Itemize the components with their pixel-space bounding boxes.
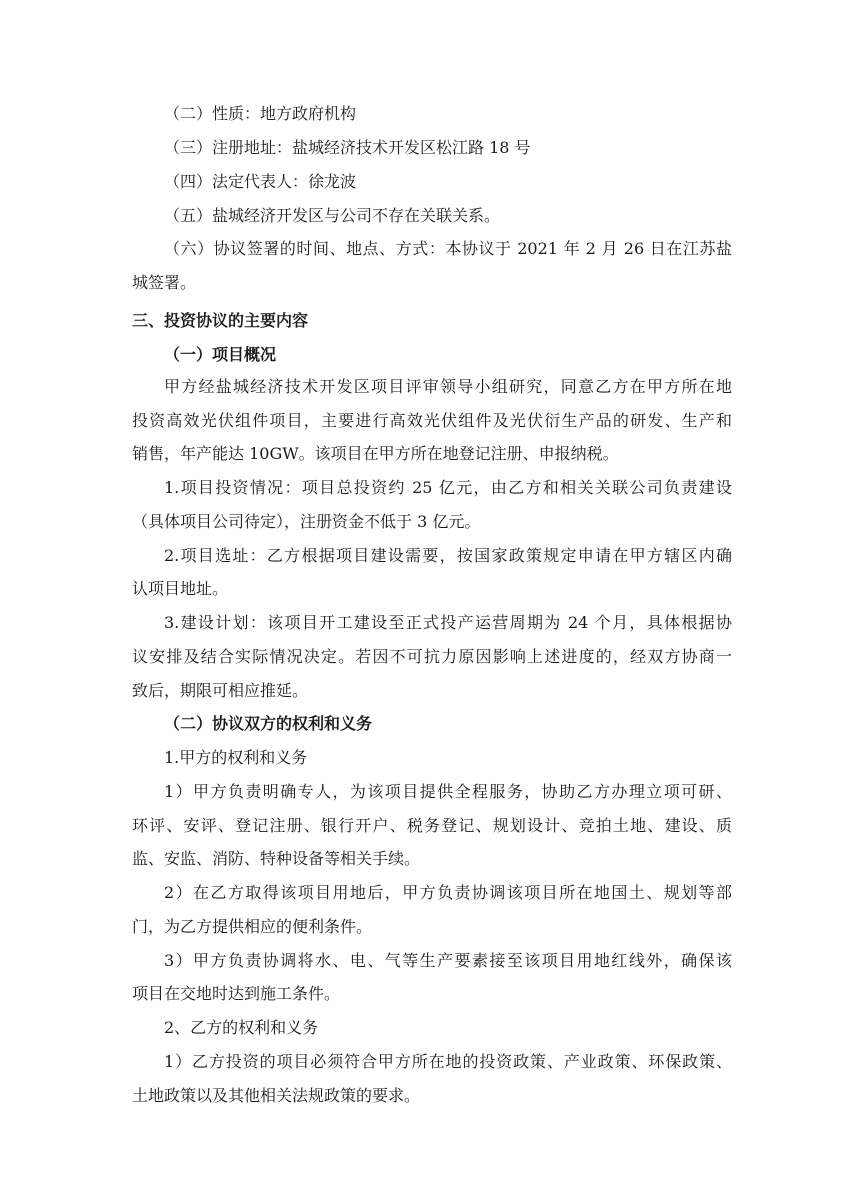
paragraph-overview-line-3: 销售，年产能达 10GW。该项目在甲方所在地登记注册、申报纳税。 [132, 444, 619, 463]
paragraph-legal-representative: （四）法定代表人：徐龙波 [164, 172, 357, 191]
paragraph-plan-line-2: 议安排及结合实际情况决定。若因不可抗力原因影响上述进度的，经双方协商一 [132, 647, 732, 666]
paragraph-site-line-1: 2.项目选址：乙方根据项目建设需要，按国家政策规定申请在甲方辖区内确 [164, 546, 732, 565]
paragraph-overview-line-1: 甲方经盐城经济技术开发区项目评审领导小组研究，同意乙方在甲方所在地 [164, 377, 732, 396]
paragraph-plan-line-3: 致后，期限可相应推延。 [132, 681, 309, 700]
paragraph-party-b-1-line-1: 1）乙方投资的项目必须符合甲方所在地的投资政策、产业政策、环保政策、 [164, 1052, 732, 1071]
paragraph-party-a-1-line-1: 1）甲方负责明确专人，为该项目提供全程服务，协助乙方办理立项可研、 [164, 782, 732, 801]
paragraph-plan-line-1: 3.建设计划：该项目开工建设至正式投产运营周期为 24 个月，具体根据协 [164, 613, 732, 632]
paragraph-relationship: （五）盐城经济开发区与公司不存在关联关系。 [164, 206, 501, 225]
paragraph-signing-line-1: （六）协议签署的时间、地点、方式：本协议于 2021 年 2 月 26 日在江苏盐 [164, 239, 732, 258]
paragraph-investment-line-1: 1.项目投资情况：项目总投资约 25 亿元，由乙方和相关关联公司负责建设 [164, 478, 732, 497]
paragraph-investment-line-2: （具体项目公司待定），注册资金不低于 3 亿元。 [132, 512, 481, 531]
paragraph-party-b-1-line-2: 土地政策以及其他相关法规政策的要求。 [132, 1086, 421, 1105]
paragraph-party-a-1-line-2: 环评、安评、登记注册、银行开户、税务登记、规划设计、竞拍土地、建设、质 [132, 816, 732, 835]
paragraph-registered-address: （三）注册地址：盐城经济技术开发区松江路 18 号 [164, 138, 531, 157]
paragraph-site-line-2: 认项目地址。 [132, 579, 229, 598]
subsection-heading-overview: （一）项目概况 [164, 345, 277, 364]
section-heading-agreement: 三、投资协议的主要内容 [132, 311, 309, 330]
paragraph-party-a-title: 1.甲方的权利和义务 [164, 748, 308, 767]
paragraph-overview-line-2: 投资高效光伏组件项目，主要进行高效光伏组件及光伏衍生产品的研发、生产和 [132, 411, 732, 430]
subsection-heading-rights: （二）协议双方的权利和义务 [164, 714, 373, 733]
paragraph-nature: （二）性质：地方政府机构 [164, 104, 357, 123]
paragraph-party-a-3-line-2: 项目在交地时达到施工条件。 [132, 984, 341, 1003]
paragraph-party-a-2-line-2: 门，为乙方提供相应的便利条件。 [132, 917, 373, 936]
paragraph-party-b-title: 2、乙方的权利和义务 [164, 1018, 319, 1037]
paragraph-party-a-3-line-1: 3）甲方负责协调将水、电、气等生产要素接至该项目用地红线外，确保该 [164, 951, 732, 970]
paragraph-party-a-1-line-3: 监、安监、消防、特种设备等相关手续。 [132, 849, 421, 868]
paragraph-signing-line-2: 城签署。 [132, 273, 197, 292]
paragraph-party-a-2-line-1: 2）在乙方取得该项目用地后，甲方负责协调该项目所在地国土、规划等部 [164, 883, 732, 902]
